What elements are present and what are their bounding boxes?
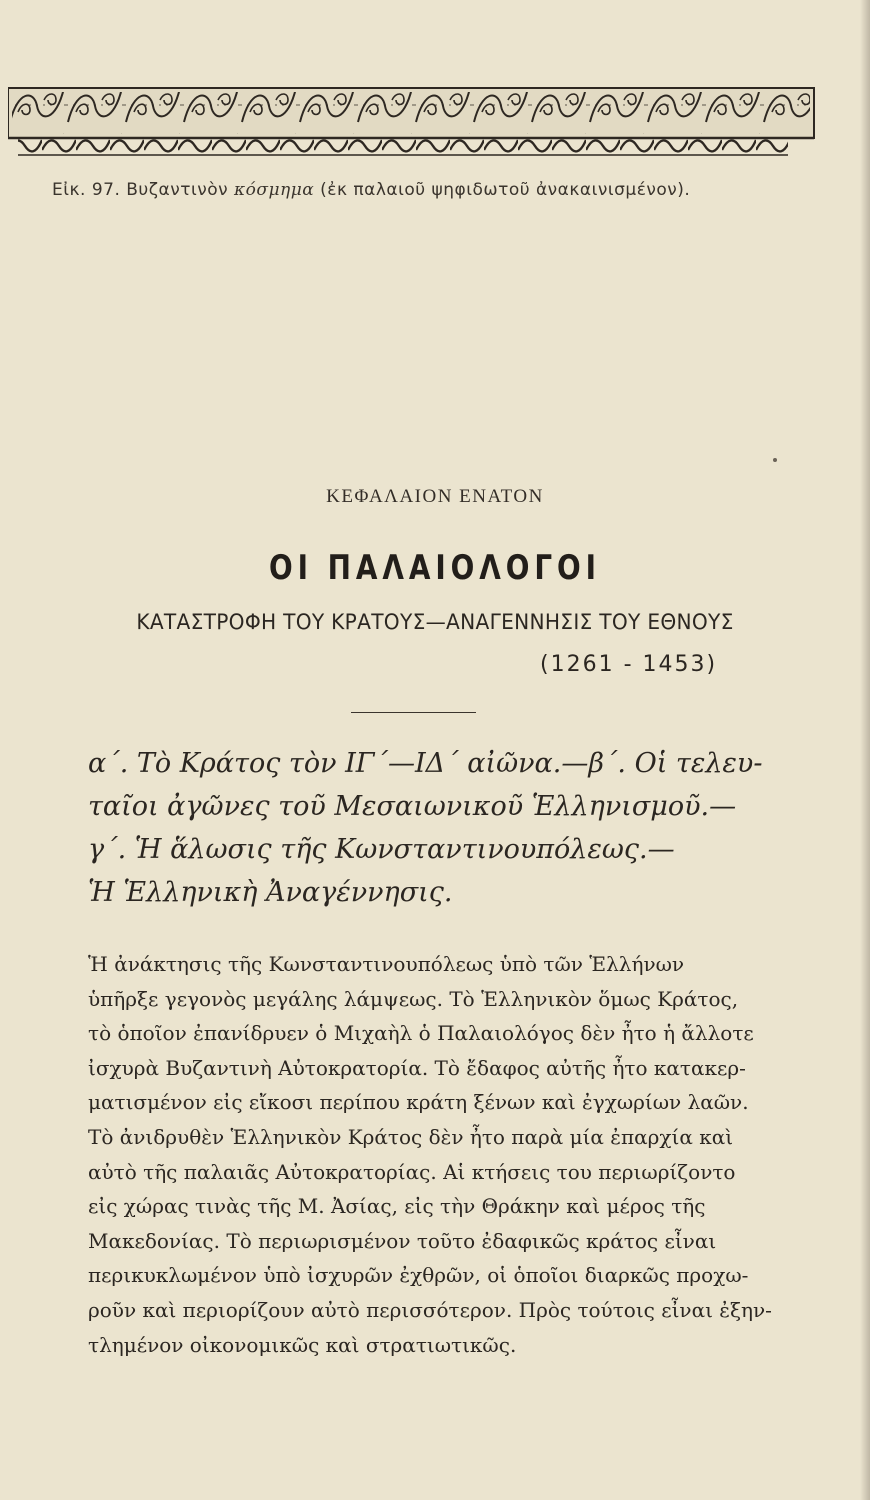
figure-caption <box>52 180 812 200</box>
body-line: τλημένον οἰκονομικῶς καὶ στρατιωτικῶς. <box>88 1332 517 1357</box>
body-line: Τὸ ἀνιδρυθὲν Ἑλληνικὸν Κράτος δὲν ἦτο παρὰ μία ἐπαρχία καὶ <box>88 1124 734 1149</box>
summary-line: ταῖοι ἀγῶνες τοῦ Μεσαιωνικοῦ Ἑλληνισμοῦ.— <box>88 791 737 822</box>
body-line: Μακεδονίας. Τὸ περιωρισμένον τοῦτο ἐδαφικῶς κράτος εἶναι <box>88 1228 717 1253</box>
summary-line: α΄. Τὸ Κράτος τὸν ΙΓ΄—ΙΔ΄ αἰῶνα.—β΄. Οἱ τελευ- <box>88 748 763 779</box>
body-line: ματισμένον εἰς εἴκοσι περίπου κράτη ξένων καὶ ἐγχωρίων λαῶν. <box>88 1090 749 1115</box>
body-line: ἰσχυρὰ Βυζαντινὴ Αὐτοκρατορία. Τὸ ἔδαφος αὐτῆς ἦτο κατακερ- <box>88 1055 746 1080</box>
chapter-summary <box>88 742 808 914</box>
body-line: εἰς χώρας τινὰς τῆς Μ. Ἀσίας, εἰς τὴν Θράκην καὶ μέρος τῆς <box>88 1194 706 1219</box>
body-line: ροῦν καὶ περιορίζουν αὐτὸ περισσότερον. Πρὸς τούτοις εἶναι ἐξην- <box>88 1297 772 1322</box>
figure-caption-suffix: (ἐκ παλαιοῦ ψηφιδωτοῦ ἀνακαινισμένον). <box>314 180 691 200</box>
body-line: περικυκλωμένον ὑπὸ ἰσχυρῶν ἐχθρῶν, οἱ ὁποῖοι διαρκῶς προχω- <box>88 1263 749 1288</box>
body-line: αὐτὸ τῆς παλαιᾶς Αὐτοκρατορίας. Αἱ κτήσεις του περιωρίζοντο <box>88 1159 736 1184</box>
section-divider <box>351 712 476 713</box>
body-line: Ἡ ἀνάκτησις τῆς Κωνσταντινουπόλεως ὑπὸ τῶν Ἑλλήνων <box>88 952 685 976</box>
figure-caption-italic: κόσμημα <box>234 180 315 200</box>
body-paragraph <box>88 947 808 1362</box>
chapter-number: ΚΕΦΑΛΑΙΟΝ ΕΝΑΤΟΝ <box>326 486 544 507</box>
margin-speck <box>773 458 777 462</box>
figure-caption-prefix: Εἰκ. 97. Βυζαντινὸν <box>52 180 234 200</box>
summary-line: γ΄. Ἡ ἅλωσις τῆς Κωνσταντινουπόλεως.— <box>88 834 675 865</box>
chapter-dates: (1261 - 1453) <box>540 652 718 677</box>
page-edge-shadow <box>860 0 870 1500</box>
body-line: ὑπῆρξε γεγονὸς μεγάλης λάμψεως. Τὸ Ἑλληνικὸν ὅμως Κράτος, <box>88 986 739 1011</box>
summary-line: Ἡ Ἑλληνικὴ Ἀναγέννησις. <box>88 877 453 908</box>
body-line: τὸ ὁποῖον ἐπανίδρυεν ὁ Μιχαὴλ ὁ Παλαιολόγος δὲν ἦτο ἡ ἄλλοτε <box>88 1021 754 1046</box>
chapter-subtitle: ΚΑΤΑΣΤΡΟΦΗ ΤΟΥ ΚΡΑΤΟΥΣ—ΑΝΑΓΕΝΝΗΣΙΣ ΤΟΥ ΕΘΝΟΥΣ <box>136 610 734 634</box>
chapter-title: ΟΙ ΠΑΛΑΙΟΛΟΓΟΙ <box>269 548 601 588</box>
byzantine-ornament-icon <box>8 82 820 160</box>
